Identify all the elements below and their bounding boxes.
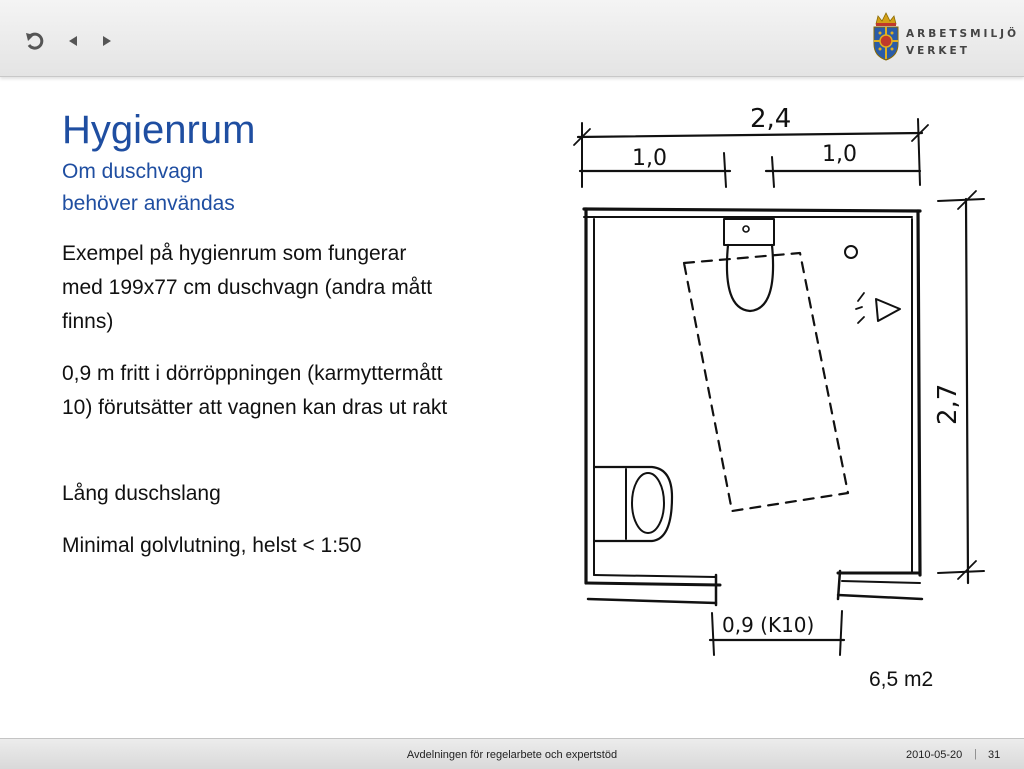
footer-date: 2010-05-20	[906, 749, 963, 761]
undo-button[interactable]	[22, 28, 48, 54]
logo-line-2: VERKET	[906, 45, 970, 57]
footer-page-number: 31	[988, 749, 1001, 761]
footer-department: Avdelningen för regelarbete och expertstöd	[406, 749, 618, 761]
slide-subtitle-line-1: Om duschvagn	[62, 160, 204, 183]
bullet-text-3: Lång duschslang	[62, 482, 221, 505]
next-slide-icon	[100, 34, 114, 48]
top-toolbar	[0, 0, 1024, 77]
dimension-left-width: 1,0	[632, 146, 667, 171]
footer-bar	[0, 738, 1024, 769]
hygiene-room-floor-plan	[560, 95, 1000, 670]
coat-of-arms-icon	[870, 10, 902, 62]
dimension-door: 0,9 (K10)	[722, 613, 815, 637]
dimension-right-width: 1,0	[822, 142, 857, 167]
undo-icon	[24, 30, 46, 52]
footer-separator: |	[974, 748, 977, 760]
logo-line-1: ARBETSMILJÖ	[906, 28, 1019, 40]
previous-slide-button[interactable]	[60, 28, 86, 54]
arbetsmiljoverket-logo	[870, 10, 1019, 66]
slide-title: Hygienrum	[62, 108, 256, 152]
bullet-text-4: Minimal golvlutning, helst < 1:50	[62, 534, 362, 557]
next-slide-button[interactable]	[94, 28, 120, 54]
dimension-total-width: 2,4	[750, 104, 792, 134]
bullet-text-2: 0,9 m fritt i dörröppningen (karmyttermått 10) förutsätter att vagnen kan dras ut rakt	[62, 362, 448, 419]
previous-slide-icon	[66, 34, 80, 48]
room-area-label: 6,5 m2	[869, 668, 934, 691]
floor-plan-drawing	[560, 95, 1000, 665]
slide-subtitle-line-2: behöver användas	[62, 192, 235, 215]
dimension-depth: 2,7	[933, 383, 963, 425]
bullet-text-1: Exempel på hygienrum som fungerar med 199x77 cm duschvagn (andra mått finns)	[62, 242, 433, 333]
